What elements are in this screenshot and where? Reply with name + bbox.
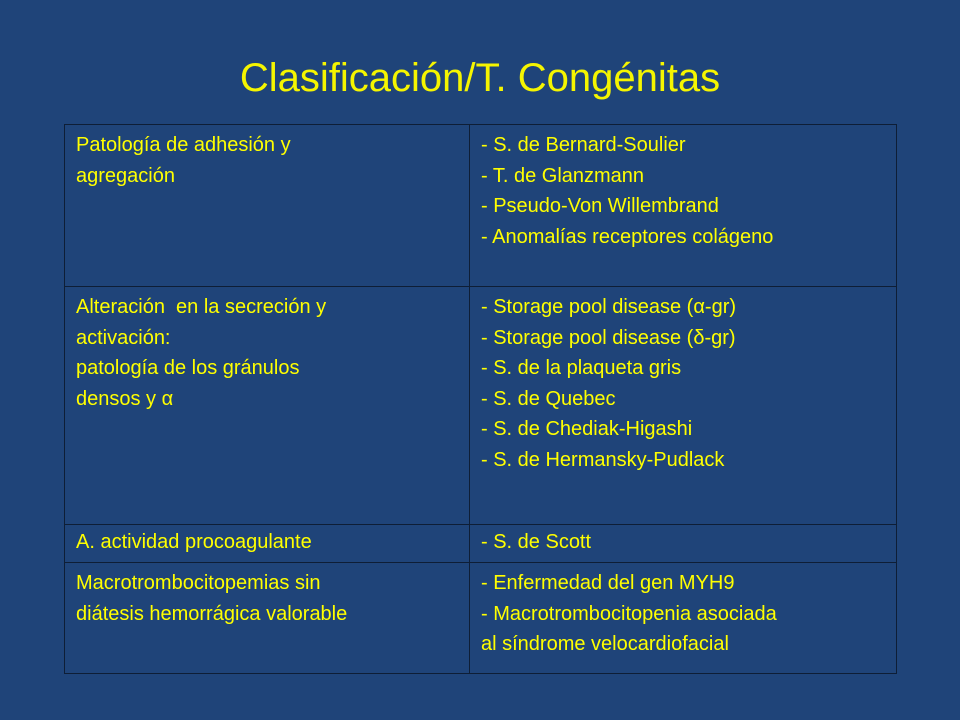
category-cell bbox=[65, 563, 470, 674]
list-item: - Macrotrombocitopenia asociada bbox=[481, 602, 777, 625]
list-item: - S. de Hermansky-Pudlack bbox=[481, 448, 725, 471]
category-line: densos y α bbox=[76, 387, 174, 410]
table-row bbox=[65, 525, 897, 563]
category-line: agregación bbox=[76, 164, 175, 187]
list-item: - S. de Quebec bbox=[481, 387, 616, 410]
slide-title: Clasificación/T. Congénitas bbox=[239, 56, 721, 100]
items-cell bbox=[470, 287, 897, 525]
category-line: diátesis hemorrágica valorable bbox=[76, 602, 348, 625]
table-row bbox=[65, 287, 897, 525]
list-item: - Anomalías receptores colágeno bbox=[481, 225, 774, 248]
category-line: Macrotrombocitopemias sin bbox=[76, 572, 321, 594]
items-cell bbox=[470, 525, 897, 563]
category-cell bbox=[65, 287, 470, 525]
category-line: patología de los gránulos bbox=[76, 357, 300, 379]
category-cell bbox=[65, 125, 470, 287]
category-line: A. actividad procoagulante bbox=[76, 531, 312, 553]
list-item: - Enfermedad del gen MYH9 bbox=[481, 572, 735, 594]
list-item: - S. de Chediak-Higashi bbox=[481, 418, 693, 440]
list-item: al síndrome velocardiofacial bbox=[481, 633, 729, 655]
table-row bbox=[65, 125, 897, 287]
list-item: - Pseudo-Von Willembrand bbox=[481, 195, 719, 217]
category-line: activación: bbox=[76, 326, 171, 349]
category-cell bbox=[65, 525, 470, 563]
classification-table bbox=[64, 124, 897, 674]
list-item: - S. de Scott bbox=[481, 531, 592, 553]
category-line: Alteración en la secreción y bbox=[76, 296, 327, 318]
items-cell bbox=[470, 125, 897, 287]
list-item: - S. de la plaqueta gris bbox=[481, 357, 682, 379]
table-row bbox=[65, 563, 897, 674]
items-cell bbox=[470, 563, 897, 674]
list-item: - S. de Bernard-Soulier bbox=[481, 134, 686, 156]
list-item: - Storage pool disease (α-gr) bbox=[481, 296, 737, 318]
category-line: Patología de adhesión y bbox=[76, 134, 291, 156]
list-item: - Storage pool disease (δ-gr) bbox=[481, 326, 736, 349]
list-item: - T. de Glanzmann bbox=[481, 164, 645, 187]
